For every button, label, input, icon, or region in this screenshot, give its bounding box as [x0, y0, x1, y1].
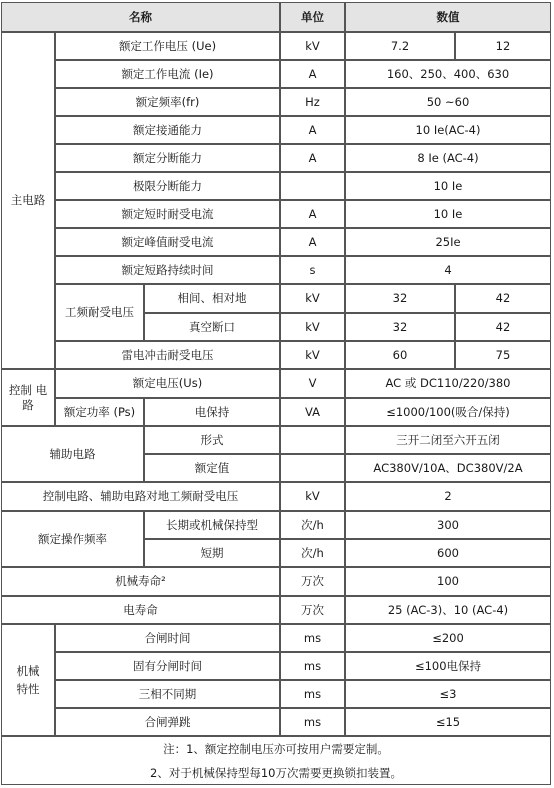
aux-rated-label: 额定值 [144, 454, 280, 482]
breaking-unit: A [280, 144, 345, 172]
lightning-value-1: 60 [345, 341, 455, 369]
phase-value-2: 42 [455, 284, 551, 313]
rated-voltage-label: 额定工作电压 (Ue) [55, 32, 280, 60]
dielectric-label: 控制电路、辅助电路对地工频耐受电压 [1, 482, 280, 511]
vacuum-value-2: 42 [455, 313, 551, 341]
control-power-label: 额定功率 (Ps) [55, 398, 144, 426]
control-voltage-value: AC 或 DC110/220/380 [345, 369, 551, 398]
rated-current-value: 160、250、400、630 [345, 60, 551, 88]
dielectric-unit: kV [280, 482, 345, 511]
async-unit: ms [280, 680, 345, 708]
control-power-unit: VA [280, 398, 345, 426]
rated-freq-unit: Hz [280, 88, 345, 116]
mech-life-value: 100 [345, 567, 551, 596]
mech-life-unit: 万次 [280, 567, 345, 596]
control-voltage-unit: V [280, 369, 345, 398]
peak-value: 25Ie [345, 228, 551, 256]
open-time-value: ≤100电保持 [345, 652, 551, 680]
breaking-label: 额定分断能力 [55, 144, 280, 172]
op-freq-long-unit: 次/h [280, 511, 345, 539]
vacuum-label: 真空断口 [144, 313, 280, 341]
open-time-unit: ms [280, 652, 345, 680]
making-value: 10 Ie(AC-4) [345, 116, 551, 144]
note-line-1: 注：1、额定控制电压亦可按用户需要定制。 [163, 742, 389, 756]
short-duration-unit: s [280, 256, 345, 284]
limit-breaking-unit [280, 172, 345, 200]
open-time-label: 固有分闸时间 [55, 652, 280, 680]
power-freq-label: 工频耐受电压 [55, 284, 144, 341]
control-power-sub: 电保持 [144, 398, 280, 426]
op-freq-short-label: 短期 [144, 539, 280, 567]
group-main-circuit: 主电路 [1, 32, 55, 369]
lightning-label: 雷电冲击耐受电压 [55, 341, 280, 369]
async-label: 三相不同期 [55, 680, 280, 708]
op-freq-long-label: 长期或机械保持型 [144, 511, 280, 539]
elec-life-unit: 万次 [280, 596, 345, 624]
short-duration-value: 4 [345, 256, 551, 284]
op-freq-short-unit: 次/h [280, 539, 345, 567]
group-mech: 机械 特性 [1, 624, 55, 736]
limit-breaking-value: 10 Ie [345, 172, 551, 200]
header-unit: 单位 [280, 2, 345, 32]
rated-freq-value: 50 ~60 [345, 88, 551, 116]
phase-value-1: 32 [345, 284, 455, 313]
mech-life-label: 机械寿命² [1, 567, 280, 596]
note-line-2: 2、对于机械保持型每10万次需要更换锁扣装置。 [150, 766, 402, 780]
rated-current-label: 额定工作电流 (Ie) [55, 60, 280, 88]
limit-breaking-label: 极限分断能力 [55, 172, 280, 200]
short-time-unit: A [280, 200, 345, 228]
close-time-value: ≤200 [345, 624, 551, 652]
rated-voltage-value-2: 12 [455, 32, 551, 60]
group-aux-circuit: 辅助电路 [1, 426, 144, 482]
short-time-label: 额定短时耐受电流 [55, 200, 280, 228]
bounce-unit: ms [280, 708, 345, 736]
control-voltage-label: 额定电压(Us) [55, 369, 280, 398]
lightning-unit: kV [280, 341, 345, 369]
lightning-value-2: 75 [455, 341, 551, 369]
op-freq-short-value: 600 [345, 539, 551, 567]
short-duration-label: 额定短路持续时间 [55, 256, 280, 284]
vacuum-unit: kV [280, 313, 345, 341]
close-time-label: 合闸时间 [55, 624, 280, 652]
peak-label: 额定峰值耐受电流 [55, 228, 280, 256]
close-time-unit: ms [280, 624, 345, 652]
group-control-circuit: 控制 电路 [1, 369, 55, 426]
aux-rated-value: AC380V/10A、DC380V/2A [345, 454, 551, 482]
breaking-value: 8 Ie (AC-4) [345, 144, 551, 172]
async-value: ≤3 [345, 680, 551, 708]
elec-life-label: 电寿命 [1, 596, 280, 624]
making-label: 额定接通能力 [55, 116, 280, 144]
aux-form-label: 形式 [144, 426, 280, 454]
elec-life-value: 25 (AC-3)、10 (AC-4) [345, 596, 551, 624]
rated-freq-label: 额定频率(fr) [55, 88, 280, 116]
op-freq-long-value: 300 [345, 511, 551, 539]
phase-label: 相间、相对地 [144, 284, 280, 313]
bounce-label: 合闸弹跳 [55, 708, 280, 736]
rated-voltage-value-1: 7.2 [345, 32, 455, 60]
group-op-freq: 额定操作频率 [1, 511, 144, 567]
making-unit: A [280, 116, 345, 144]
aux-rated-unit [280, 454, 345, 482]
vacuum-value-1: 32 [345, 313, 455, 341]
phase-unit: kV [280, 284, 345, 313]
bounce-value: ≤15 [345, 708, 551, 736]
short-time-value: 10 Ie [345, 200, 551, 228]
peak-unit: A [280, 228, 345, 256]
dielectric-value: 2 [345, 482, 551, 511]
aux-form-value: 三开二闭至六开五闭 [345, 426, 551, 454]
control-power-value: ≤1000/100(吸合/保持) [345, 398, 551, 426]
rated-voltage-unit: kV [280, 32, 345, 60]
header-value: 数值 [345, 2, 551, 32]
rated-current-unit: A [280, 60, 345, 88]
header-name: 名称 [1, 2, 280, 32]
aux-form-unit [280, 426, 345, 454]
notes [1, 736, 551, 785]
